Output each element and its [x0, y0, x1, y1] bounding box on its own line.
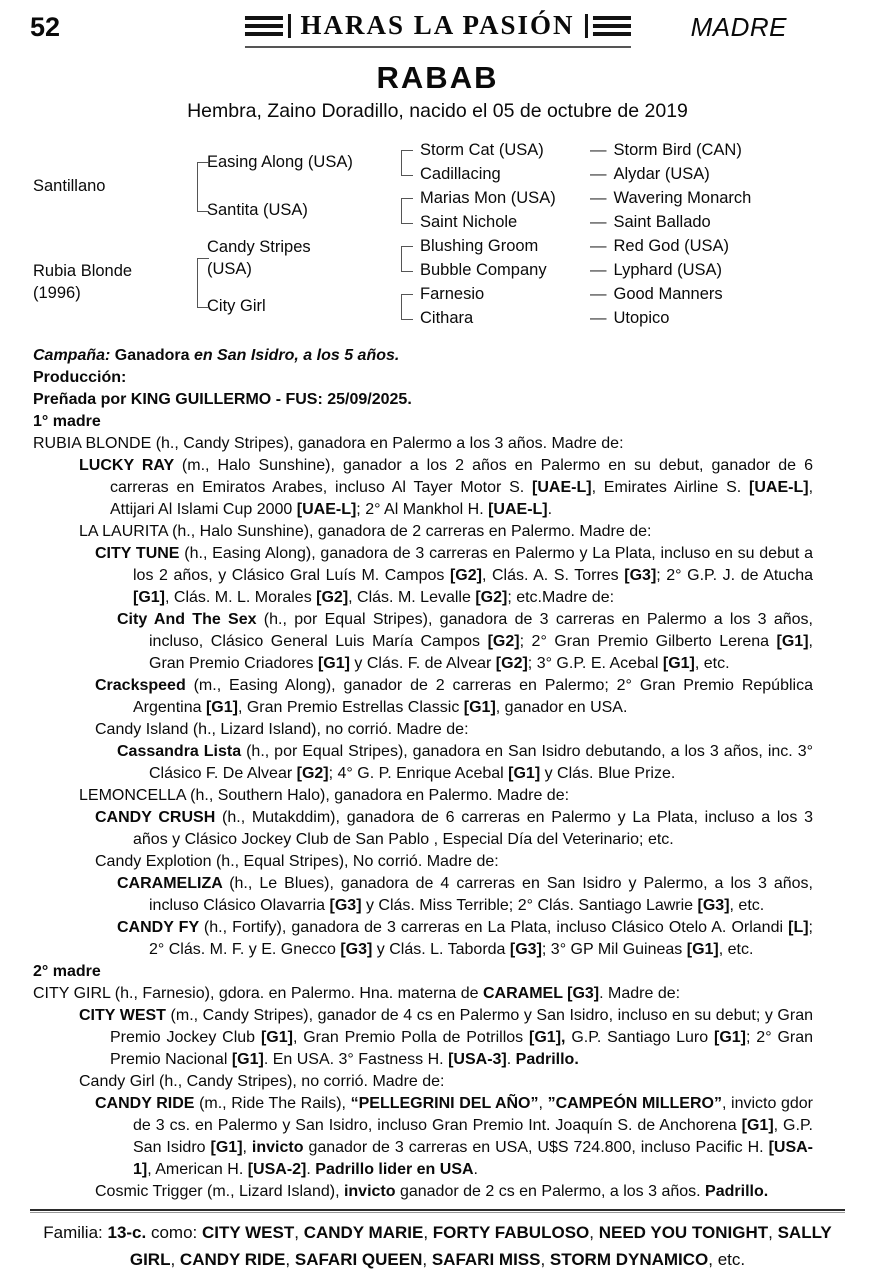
section-label: MADRE	[690, 12, 787, 42]
second-dam-heading: 2° madre	[33, 963, 101, 980]
pedigree-gen3-2: Cadillacing	[420, 165, 501, 183]
paragraph-city-west: CITY WEST (m., Candy Stripes), ganador de 4 cs en Palermo y San Isidro, incluso en su debut; y Gran Premio Jockey Club [G1], Gran Premio Polla de Potrillos [G1], G.P. Santiago Luro [G1]; 2° Gran Premio Nacional [G1]. En USA. 3° Fastness H. [USA-3]. Padrillo.	[79, 1007, 814, 1068]
bracket-dam-line	[197, 258, 209, 308]
bracket-gen3-pair4	[401, 294, 413, 320]
paragraph-cassandra-lista: Cassandra Lista (h., por Equal Stripes), ganadora en San Isidro debutando, a los 3 años, inc. 3° Clásico F. De Alvear [G2]; 4° G. P. Enrique Acebal [G1] y Clás. Blue Prize.	[117, 743, 813, 782]
pedigree-dam-year: (1996)	[33, 284, 81, 302]
pedigree-gen2-3: Candy Stripes (USA)	[207, 238, 311, 278]
dash-icon: —	[590, 309, 607, 327]
produce-record	[33, 345, 813, 1203]
pedigree-sire: Santillano	[33, 177, 106, 195]
pedigree-gen4-5: — Red God (USA)	[590, 237, 730, 255]
paragraph-city-and-the-sex: City And The Sex (h., por Equal Stripes), ganadora de 3 carreras en Palermo a los 3 años, incluso, Clásico General Luis María Campos [G2]; 2° Gran Premio Gilberto Lerena [G1], Gran Premio Criadores [G1] y Clás. F. de Alvear [G2]; 3° G.P. E. Acebal [G1], etc.	[117, 611, 813, 672]
horse-description: Hembra, Zaino Doradillo, nacido el 05 de octubre de 2019	[187, 100, 688, 122]
paragraph-candy-crush: CANDY CRUSH (h., Mutakddim), ganadora de 6 carreras en Palermo y La Plata, incluso a los 3 años y Clásico Jockey Club de San Pablo , Especial Día del Veterinario; etc.	[95, 809, 813, 848]
pedigree-dam	[33, 260, 132, 304]
paragraph-cosmic-trigger: Cosmic Trigger (m., Lizard Island), invicto ganador de 2 cs en Palermo, a los 3 años. Padrillo.	[95, 1183, 769, 1200]
pedigree-gen4-7: — Good Manners	[590, 285, 723, 303]
pedigree-gen4-1: — Storm Bird (CAN)	[590, 141, 742, 159]
horse-name: RABAB	[376, 60, 499, 95]
bracket-sire-line	[197, 162, 209, 212]
pedigree-gen3-3: Marias Mon (USA)	[420, 189, 556, 207]
pedigree-gen4-6: — Lyphard (USA)	[590, 261, 723, 279]
pregnant-line: Preñada por KING GUILLERMO - FUS: 25/09/2025.	[33, 391, 412, 408]
paragraph-candy-fy: CANDY FY (h., Fortify), ganadora de 3 carreras en La Plata, incluso Clásico Otelo A. Orlandi [L]; 2° Clás. M. F. y E. Gnecco [G3] y Clás. L. Taborda [G3]; 3° GP Mil Guineas [G1], etc.	[117, 919, 813, 958]
paragraph-carameliza: CARAMELIZA (h., Le Blues), ganadora de 4 carreras en San Isidro y Palermo, a los 3 años, incluso Clásico Olavarria [G3] y Clás. Miss Terrible; 2° Clás. Santiago Lawrie [G3], etc.	[117, 875, 814, 914]
bracket-gen3-pair2	[401, 198, 413, 224]
pedigree-gen3-1: Storm Cat (USA)	[420, 141, 544, 159]
page-header	[0, 0, 875, 58]
paragraph-lemoncella: LEMONCELLA (h., Southern Halo), ganadora en Palermo. Madre de:	[79, 787, 570, 804]
logo-text: HARAS LA PASIÓN	[300, 10, 575, 40]
pedigree-dam-name: Rubia Blonde	[33, 262, 133, 280]
dash-icon: —	[590, 213, 607, 231]
dash-icon: —	[590, 261, 607, 279]
paragraph-candy-ride: CANDY RIDE (m., Ride The Rails), “PELLEGRINI DEL AÑO”, ”CAMPEÓN MILLERO”, invicto gdor de 3 cs. en Palermo y San Isidro, incluso Gran Premio Int. Joaquín S. de Anchorena [G1], G.P. San Isidro [G1], invicto ganador de 3 carreras en USA, U$S 724.800, incluso Pacific H. [USA-1], American H. [USA-2]. Padrillo lider en USA.	[95, 1095, 813, 1178]
pedigree-gen4-3: — Wavering Monarch	[590, 189, 752, 207]
paragraph-candy-island: Candy Island (h., Lizard Island), no corrió. Madre de:	[95, 721, 469, 738]
paragraph-la-laurita: LA LAURITA (h., Halo Sunshine), ganadora de 2 carreras en Palermo. Madre de:	[79, 523, 652, 540]
bracket-gen3-pair1	[401, 150, 413, 176]
paragraph-city-tune: CITY TUNE (h., Easing Along), ganadora de 3 carreras en Palermo y La Plata, incluso en su debut a los 2 años, y Clásico Gral Luís M. Campos [G2], Clás. A. S. Torres [G3]; 2° G.P. J. de Atucha [G1], Clás. M. L. Morales [G2], Clás. M. Levalle [G2]; etc.Madre de:	[95, 545, 814, 606]
pedigree-gen3-5: Blushing Groom	[420, 237, 539, 255]
paragraph-candy-explotion: Candy Explotion (h., Equal Stripes), No corrió. Madre de:	[95, 853, 499, 870]
pedigree-gen2-1: Easing Along (USA)	[207, 153, 353, 171]
paragraph-crackspeed: Crackspeed (m., Easing Along), ganador de 2 carreras en Palermo; 2° Gran Premio República Argentina [G1], Gran Premio Estrellas Classic [G1], ganador en USA.	[95, 677, 813, 716]
pedigree-gen4-4: — Saint Ballado	[590, 213, 711, 231]
dash-icon: —	[590, 165, 607, 183]
paragraph-lucky-ray: LUCKY RAY (m., Halo Sunshine), ganador a los 2 años en Palermo en su debut, ganador de 6 carreras en Emiratos Arabes, incluso Al Tayer Motor S. [UAE-L], Emirates Airline S. [UAE-L], Attijari Al Islami Cup 2000 [UAE-L]; 2° Al Mankhol H. [UAE-L].	[79, 457, 814, 518]
footer-rule-bottom	[30, 1212, 845, 1213]
first-dam-heading: 1° madre	[33, 413, 101, 430]
footer-rule-top	[30, 1209, 845, 1211]
dash-icon: —	[590, 141, 607, 159]
paragraph-city-girl: CITY GIRL (h., Farnesio), gdora. en Palermo. Hna. materna de CARAMEL [G3]. Madre de:	[33, 985, 681, 1002]
pedigree-gen2-2: Santita (USA)	[207, 201, 308, 219]
logo-bars-left-icon	[244, 14, 292, 38]
haras-logo	[244, 10, 630, 48]
pedigree-gen3-4: Saint Nichole	[420, 213, 518, 231]
pedigree-table	[0, 137, 875, 335]
pedigree-gen3-6: Bubble Company	[420, 261, 547, 279]
page-number: 52	[30, 12, 61, 42]
production-line: Producción:	[33, 369, 127, 386]
campaign-line: Campaña: Ganadora en San Isidro, a los 5 años.	[33, 347, 400, 364]
paragraph-candy-girl: Candy Girl (h., Candy Stripes), no corrió. Madre de:	[79, 1073, 445, 1090]
pedigree-gen3-8: Cithara	[420, 309, 474, 327]
dash-icon: —	[590, 237, 607, 255]
logo-bars-right-icon	[583, 14, 631, 38]
pedigree-gen4-2: — Alydar (USA)	[590, 165, 710, 183]
bracket-gen3-pair3	[401, 246, 413, 272]
paragraph-rubia-blonde: RUBIA BLONDE (h., Candy Stripes), ganadora en Palermo a los 3 años. Madre de:	[33, 435, 624, 452]
dash-icon: —	[590, 285, 607, 303]
family-line: Familia: 13-c. como: CITY WEST, CANDY MARIE, FORTY FABULOSO, NEED YOU TONIGHT, SALLY GIRL, CANDY RIDE, SAFARI QUEEN, SAFARI MISS, STORM DYNAMICO, etc.	[43, 1223, 832, 1269]
dash-icon: —	[590, 189, 607, 207]
pedigree-gen4-8: — Utopico	[590, 309, 670, 327]
pedigree-gen3-7: Farnesio	[420, 285, 485, 303]
pedigree-gen2-4: City Girl	[207, 297, 266, 315]
